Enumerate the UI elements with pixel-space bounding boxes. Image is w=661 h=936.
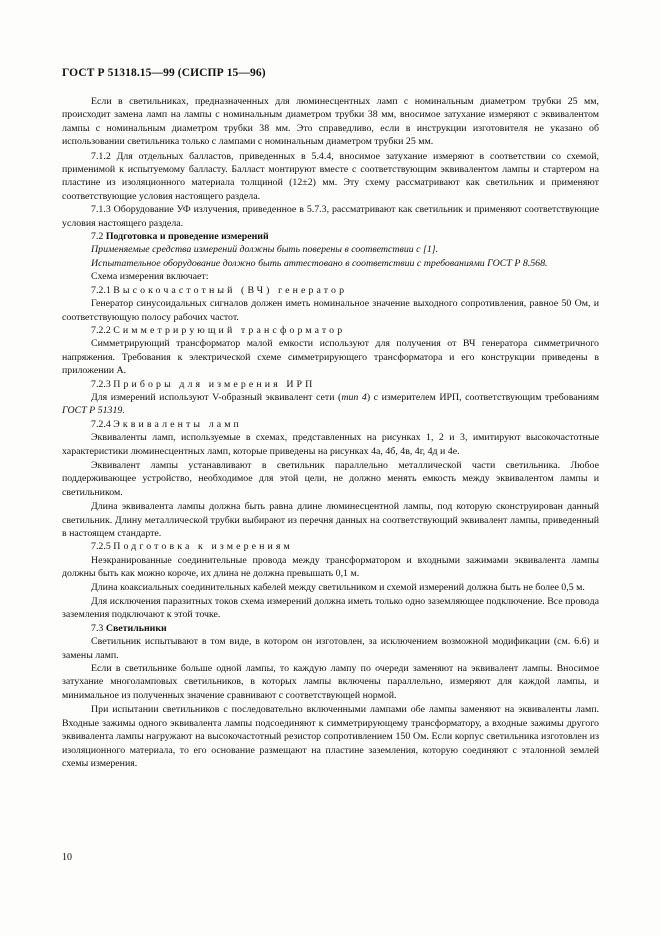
subsection-title: Высокочастотный (ВЧ) генератор [113,284,348,296]
text-run: Для измерений используют V-образный эквивалент сети ( [91,391,342,403]
section-number: 7.2.1 [91,284,111,296]
subsection-heading [62,540,599,553]
paragraph: Симметрирующий трансформатор малой емкости используют для получения от ВЧ генератора симметричного напряжения. Требования к электрической схеме симметрирующего трансформатора и его конструкции приведены в приложении А. [62,338,599,377]
section-heading [62,622,599,635]
subsection-heading [62,324,599,337]
paragraph: Применяемые средства измерений должны быть поверены в соответствии с [1]. [91,244,439,256]
paragraph: Эквивалент лампы устанавливают в светильник параллельно металлической части светильника. Любое поддерживающее устройство, необходимое для этой цели, не должно менять емкость между эквивалентом лампы и светильником. [62,459,599,498]
subsection-title: Эквиваленты ламп [113,418,242,430]
text-run-italic: тип 4 [341,391,367,403]
paragraph: Светильник испытывают в том виде, в котором он изготовлен, за исключением возможной модификации (см. 6.6) и замены ламп. [62,636,599,661]
paragraph: Генератор синусоидальных сигналов должен иметь номинальное значение выходного сопротивления, равное 50 Ом, и соответствующую полосу рабочих частот. [62,298,599,323]
text-run: ) с измерителем ИРП, соответствующим требованиям [366,391,600,403]
paragraph: При испытании светильников с последовательно включенными лампами обе лампы заменяют на эквиваленты ламп. Входные зажимы одного эквивалента лампы подсоединяют к симметрирующему трансформатору, а входные зажимы другого эквивалента лампы нагружают на высокочастотный резистор сопротивлением 150 Ом. Если корпус светильника изготовлен из изоляционного материала, то его основание размещают на пластине заземления, которую соединяют с эталонной землей схемы измерения. [62,704,599,769]
paragraph: Длина коаксиальных соединительных кабелей между светильником и схемой измерений должна быть не более 0,5 м. [91,581,585,593]
paragraph [62,391,599,418]
paragraph: Схема измерения включает: [91,271,209,283]
subsection-heading [62,378,599,391]
subsection-title: Подготовка к измерениям [113,541,293,553]
section-number: 7.2.3 [91,378,111,390]
section-title: Подготовка и проведение измерений [105,231,269,243]
paragraph: Если в светильниках, предназначенных для люминесцентных ламп с номинальным диаметром трубки 25 мм, происходит замена ламп на лампы с номинальным диаметром трубки 38 мм, вносимое затухание измеряют с эквивалентом лампы с номинальным диаметром трубки 38 мм. Это справедливо, если в инструкции изготовителя не указано об использовании светильника только с лампами с номинальным диаметром трубки 25 мм. [62,96,599,148]
subsection-title: Симметрирующий трансформатор [113,324,346,336]
standard-reference: ГОСТ Р 51319. [62,405,125,417]
document-header: ГОСТ Р 51318.15—99 (СИСПР 15—96) [62,67,266,79]
paragraph: Испытательное оборудование должно быть аттестовано в соответствии с требованиями ГОСТ Р 8.568. [91,257,548,269]
section-number: 7.2.2 [91,324,111,336]
page-number: 10 [62,852,72,863]
paragraph: 7.1.2 Для отдельных балластов, приведенных в 5.4.4, вносимое затухание измеряют в соответствии со схемой, применимой к испытуемому балласту. Балласт монтируют вместе с соответствующим эквивалентом лампы и стартером на пластине из изоляционного материала толщиной (12±2) мм. Эту схему рассматривают как светильник и применяют соответствующие условия настоящего раздела. [62,150,599,202]
section-heading [62,230,599,243]
paragraph: Для исключения паразитных токов схема измерений должна иметь только одно заземляющее подключение. Все провода заземления подключают к этой точке. [62,596,599,621]
section-number: 7.2.4 [91,418,111,430]
section-title: Светильники [105,622,167,634]
paragraph: 7.1.3 Оборудование УФ излучения, приведенное в 5.7.3, рассматривают как светильник и применяют соответствующие условия настоящего раздела. [62,204,599,229]
section-number: 7.3 [91,622,104,634]
document-body [62,95,599,770]
paragraph: Если в светильнике больше одной лампы, то каждую лампу по очереди заменяют на эквивалент лампы. Вносимое затухание многоламповых светильников, в которых лампы включены параллельно, измеряют для каждой лампы, и минимальное из полученных значение сравнивают с соответствующей нормой. [62,663,599,701]
paragraph: Неэкранированные соединительные провода между трансформатором и входными зажимами эквивалента лампы должны быть как можно короче, их длина не должна превышать 0,1 м. [62,554,599,580]
paragraph: Эквиваленты ламп, используемые в схемах, представленных на рисунках 1, 2 и 3, имитируют высокочастотные характеристики люминесцентных ламп, которые приведены на рисунках 4а, 4б, 4в, 4г, 4д и 4е. [62,432,599,457]
subsection-heading [62,284,599,297]
subsection-title: Приборы для измерения ИРП [113,378,316,390]
section-number: 7.2 [91,231,104,243]
subsection-heading [62,418,599,431]
section-number: 7.2.5 [91,541,111,553]
paragraph: Длина эквивалента лампы должна быть равна длине люминесцентной лампы, под которую сконструирован данный светильник. Длину металлической трубки выбирают из перечня данных на соответствующий эквивалент лампы, приведенный в настоящем стандарте. [62,501,599,539]
